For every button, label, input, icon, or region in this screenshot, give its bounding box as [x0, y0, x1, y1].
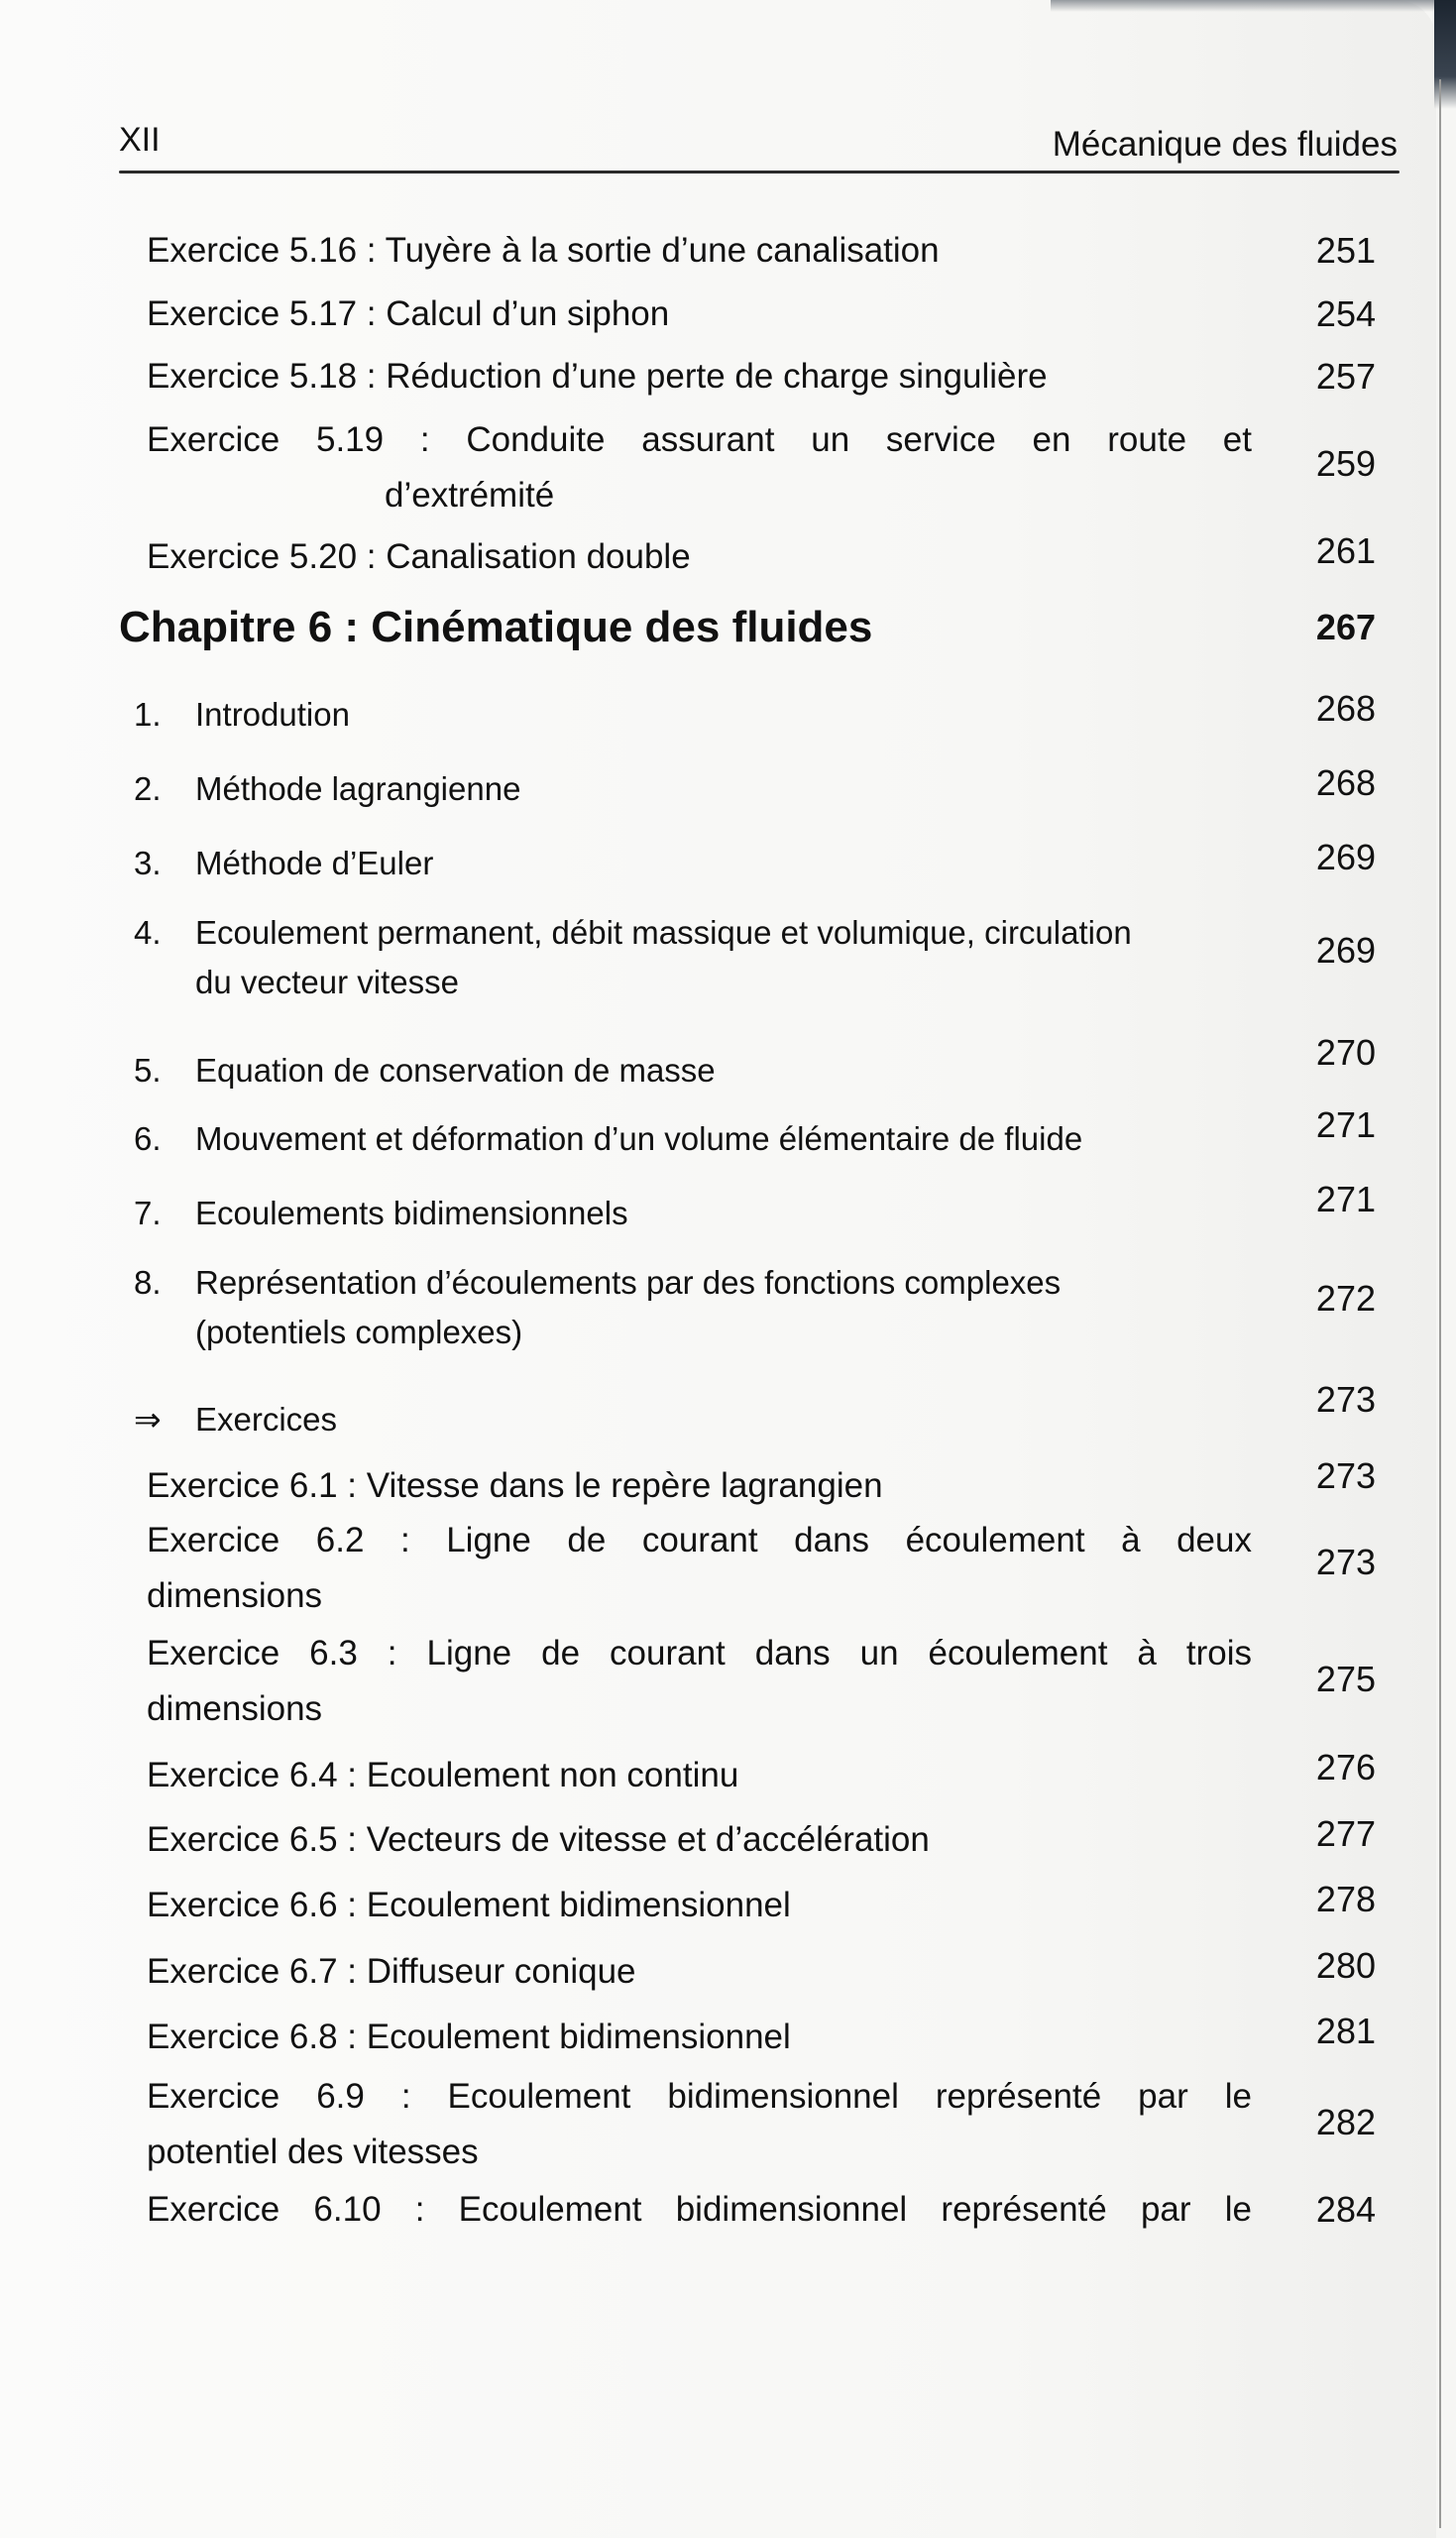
toc-entry-page: 277: [1315, 1813, 1376, 1854]
section-label: Equation de conservation de masse: [195, 1052, 716, 1089]
toc-entry-page: 259: [1315, 443, 1376, 484]
section-number: 2.: [134, 770, 162, 807]
toc-entry-page: 278: [1315, 1879, 1376, 1919]
toc-entry-label: Exercice 6.1 : Vitesse dans le repère lagrangien: [147, 1466, 883, 1505]
toc-entry-label: Exercice 5.17 : Calcul d’un siphon: [147, 294, 670, 333]
toc-entry-label-continued: dimensions: [147, 1689, 323, 1728]
section-number: 5.: [134, 1052, 162, 1089]
toc-entry-label: Exercice 6.5 : Vecteurs de vitesse et d’accélération: [147, 1820, 930, 1859]
section-page: 272: [1315, 1278, 1376, 1319]
toc-section-4[interactable]: [134, 906, 1376, 1015]
section-number: 4.: [134, 914, 162, 951]
toc-entry-page: 261: [1315, 530, 1376, 571]
section-label: Représentation d’écoulements par des fonctions complexes: [195, 1264, 1062, 1301]
toc-section-8[interactable]: [134, 1256, 1376, 1365]
section-page: 271: [1315, 1104, 1376, 1145]
toc-entry-page: 257: [1315, 356, 1376, 397]
toc-entry-exercise-6-3[interactable]: [147, 1627, 1376, 1736]
section-page: 270: [1315, 1032, 1376, 1073]
section-number: 1.: [134, 696, 162, 733]
section-page: 271: [1315, 1179, 1376, 1219]
toc-entry-page: 282: [1315, 2102, 1376, 2142]
toc-entry-page: 251: [1315, 230, 1376, 271]
section-page: 269: [1315, 837, 1376, 877]
toc-entry-label: Exercice 6.3 : Ligne de courant dans un écoulement à trois: [147, 1634, 1252, 1673]
toc-entry-label: Exercice 5.19 : Conduite assurant un service en route et: [147, 420, 1252, 459]
toc-entry-label: Exercice 6.10 : Ecoulement bidimensionnel représenté par le: [147, 2190, 1252, 2229]
section-label: Mouvement et déformation d’un volume élémentaire de fluide: [195, 1120, 1083, 1157]
section-label: Méthode lagrangienne: [195, 770, 521, 807]
toc-entry-label: Exercice 5.18 : Réduction d’une perte de charge singulière: [147, 357, 1048, 396]
running-header: [119, 121, 1398, 171]
book-cover-edge: [1434, 0, 1456, 109]
toc-entry-label: Exercice 6.9 : Ecoulement bidimensionnel représenté par le: [147, 2077, 1252, 2116]
toc-entry-page: 284: [1315, 2189, 1376, 2230]
implies-arrow-icon: ⇒: [134, 1401, 162, 1438]
toc-entry-page: 273: [1315, 1542, 1376, 1582]
toc-entry-label-continued: d’extrémité: [385, 476, 555, 515]
toc-entry-label: Exercice 6.4 : Ecoulement non continu: [147, 1756, 739, 1794]
page-folio: XII: [119, 121, 161, 159]
toc-entry-exercise-5-19[interactable]: [147, 413, 1376, 522]
book-title: Mécanique des fluides: [1052, 125, 1398, 164]
toc-entry-page: 275: [1315, 1659, 1376, 1699]
toc-entry-page: 281: [1315, 2011, 1376, 2051]
chapter-page: 267: [1315, 607, 1376, 647]
toc-entry-label: Exercice 5.16 : Tuyère à la sortie d’une canalisation: [147, 231, 940, 270]
toc-entry-label: Exercice 6.7 : Diffuseur conique: [147, 1952, 636, 1991]
exercises-heading-page: 273: [1315, 1379, 1376, 1420]
chapter-title: Chapitre 6 : Cinématique des fluides: [119, 603, 873, 651]
toc-entry-page: 273: [1315, 1455, 1376, 1496]
toc-entry-page: 280: [1315, 1945, 1376, 1986]
section-number: 8.: [134, 1264, 162, 1301]
toc-entry-page: 254: [1315, 293, 1376, 334]
toc-entry-label: Exercice 5.20 : Canalisation double: [147, 537, 691, 576]
toc-entry-label-continued: dimensions: [147, 1576, 323, 1615]
toc-entry-label: Exercice 6.8 : Ecoulement bidimensionnel: [147, 2018, 791, 2056]
section-page: 268: [1315, 688, 1376, 729]
section-number: 3.: [134, 845, 162, 881]
toc-entry-label-continued: potentiel des vitesses: [147, 2133, 479, 2171]
header-rule: [119, 171, 1400, 173]
section-label-continued: du vecteur vitesse: [195, 964, 459, 1000]
section-label: Ecoulements bidimensionnels: [195, 1195, 628, 1231]
section-label: Méthode d’Euler: [195, 845, 434, 881]
toc-entry-exercise-6-2[interactable]: [147, 1514, 1376, 1623]
section-page: 268: [1315, 762, 1376, 803]
section-label: Introdution: [195, 696, 350, 733]
toc-entry-label: Exercice 6.2 : Ligne de courant dans écoulement à deux: [147, 1521, 1252, 1559]
page-top-shadow: [1051, 0, 1456, 12]
page-edge: [1439, 79, 1441, 2528]
section-number: 6.: [134, 1120, 162, 1157]
exercises-heading-label: Exercices: [195, 1401, 338, 1438]
section-number: 7.: [134, 1195, 162, 1231]
toc-entry-exercise-6-9[interactable]: [147, 2070, 1376, 2179]
section-page: 269: [1315, 930, 1376, 971]
section-label-continued: (potentiels complexes): [195, 1314, 523, 1350]
toc-entry-page: 276: [1315, 1747, 1376, 1788]
toc-entry-label: Exercice 6.6 : Ecoulement bidimensionnel: [147, 1886, 791, 1924]
section-label: Ecoulement permanent, débit massique et volumique, circulation: [195, 914, 1132, 951]
